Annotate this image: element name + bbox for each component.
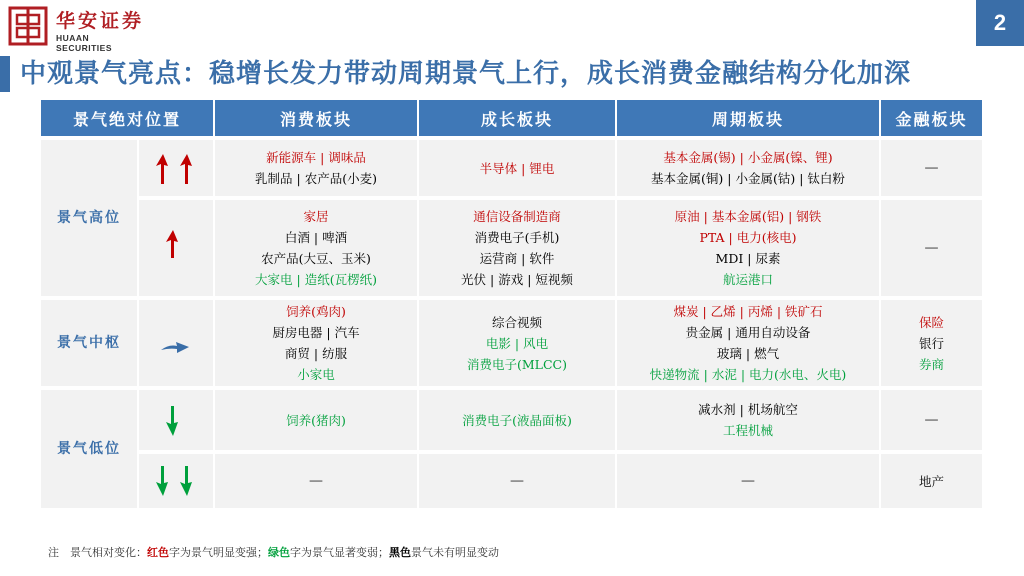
position-mid [41,300,137,386]
footnote-red-desc: 字为景气明显变强； [169,546,268,559]
position-high-label: 景气高位 [57,209,121,226]
cell-r1-growth [419,200,615,296]
separator: | [724,230,737,245]
cell-line [673,301,822,322]
cell-r1-consumer [215,200,417,296]
sector-name: 运营商 [479,251,518,266]
sector-name: 啤酒 [322,230,348,245]
cell-line [686,322,811,343]
sector-name: 农产品(大豆、玉米) [261,251,371,266]
separator: | [743,251,756,266]
footnote-prefix: 注 景气相对变化： [48,546,147,559]
cell-line [663,147,832,168]
separator: | [795,171,808,186]
sector-name: 消费电子(手机) [474,230,560,245]
cell-line [510,470,524,492]
position-high [41,140,137,296]
arrow-cell-right [139,300,213,386]
sector-name: 航运港口 [722,272,773,287]
sector-name: 消费电子(液晶面板) [462,412,572,428]
header-growth: 成长板块 [419,100,615,136]
sector-name: 软件 [529,251,555,266]
cell-r2-cyclical [617,300,879,386]
sector-name: MDI [715,251,744,266]
separator: | [735,402,748,417]
sector-name: 电力(核电) [736,230,797,245]
footnote-green-desc: 字为景气显著变弱； [290,546,389,559]
cell-line [698,399,798,420]
cell-r3-growth [419,390,615,450]
cell-line [261,248,371,269]
cell-r3-financial [881,390,982,450]
double-down-arrow-icon [139,454,213,508]
cell-line [285,227,347,248]
sector-name: 水泥 [711,367,737,382]
sector-name: 通用自动设备 [735,325,811,340]
separator: | [736,367,750,382]
sector-name: 光伏 [461,272,487,287]
cell-line [919,354,944,375]
header-position: 景气绝对位置 [41,100,213,136]
cell-line [925,237,939,259]
down-arrow-icon [139,390,213,450]
sector-name: 玻璃 [716,346,742,361]
separator: | [517,251,530,266]
page-title: 中观景气亮点：稳增长发力带动周期景气上行，成长消费金融结构分化加深 [20,59,912,89]
sector-name: — [309,473,323,489]
cell-line [309,470,323,492]
header-financial: 金融板块 [881,100,982,136]
sector-name: — [924,240,939,256]
sector-name: 商贸 [284,346,310,361]
footnote-green-word: 绿色 [268,546,290,559]
sector-name: 基本金属(铝) [711,209,785,224]
header-cyclical: 周期板块 [617,100,879,136]
sector-name: 锂电 [529,160,555,176]
cell-line [723,420,773,441]
cell-r3-consumer [215,390,417,450]
separator: | [309,230,323,245]
sector-name: PTA [699,230,725,245]
sector-name: — [924,160,939,176]
sector-name: — [741,473,755,489]
separator: | [517,160,530,176]
up-arrow-icon [139,200,213,296]
cell-line [919,471,944,492]
sector-name: 小金属(镍、锂) [747,150,833,165]
cell-line [461,269,573,290]
sector-name: 白酒 [284,230,310,245]
separator: | [292,171,305,186]
sector-name: 尿素 [755,251,781,266]
sector-name: — [510,473,524,489]
cell-line [925,157,939,179]
sector-name: 短视频 [535,272,573,287]
sector-name: 机场航空 [747,402,798,417]
cell-line [675,206,822,227]
huaan-logo [6,4,146,53]
cell-line [651,168,845,189]
sector-name: 钢铁 [796,209,822,224]
arrow-cell-down-down [139,454,213,508]
separator: | [735,150,748,165]
arrow-cell-down [139,390,213,450]
separator: | [699,209,712,224]
separator: | [741,346,755,361]
cell-r0-consumer [215,140,417,196]
sector-name: 新能源车 [266,150,317,165]
sector-name: 电影 [485,335,511,351]
cell-line [919,312,944,333]
sector-name: 饲养(鸡肉) [286,304,346,319]
cell-line [492,312,542,333]
sector-name: 小家电 [297,367,335,382]
sector-name: 通信设备制造商 [473,209,561,224]
sector-name: 乳制品 [255,171,293,186]
separator: | [772,304,786,319]
cell-r2-consumer [215,300,417,386]
cell-r0-financial [881,140,982,196]
cell-r1-financial [881,200,982,296]
page-number: 2 [976,0,1024,46]
sector-name: 大家电 [255,272,293,287]
cell-line [699,227,796,248]
huaan-logo-mark-icon [8,6,48,46]
cell-r3-cyclical [617,390,879,450]
brand-name-cn: 华安证券 [56,10,145,32]
cell-line [286,410,346,431]
sector-name: — [924,412,939,428]
separator: | [723,171,736,186]
cell-r2-growth [419,300,615,386]
cell-r4-consumer [215,454,417,508]
sector-name: 消费电子(MLCC) [467,356,567,372]
sector-name: 贵金属 [685,325,724,340]
sector-name: 基本金属(锡) [663,150,736,165]
cell-line [486,333,548,354]
cell-r0-cyclical [617,140,879,196]
separator: | [316,150,329,165]
sector-name: 半导体 [479,160,518,176]
sector-name: 燃气 [754,346,780,361]
sector-name: 原油 [674,209,700,224]
position-mid-label: 景气中枢 [57,334,121,351]
double-up-arrow-icon [139,140,213,196]
footnote-red-word: 红色 [147,546,169,559]
cell-r4-cyclical [617,454,879,508]
cell-line [473,206,561,227]
sector-name: 造纸(瓦楞纸) [304,272,377,287]
header-consumer: 消费板块 [215,100,417,136]
sector-name: 快递物流 [649,367,700,382]
position-low [41,390,137,508]
footnote [48,544,499,560]
cell-line [716,248,781,269]
sector-name: 风电 [523,335,549,351]
cell-r1-cyclical [617,200,879,296]
brand-name-en: HUAAN SECURITIES [56,33,113,53]
title-accent-bar [0,56,10,92]
cell-line [303,206,328,227]
cell-line [650,364,847,385]
sector-name: 铁矿石 [785,304,823,319]
sector-name: 工程机械 [722,423,773,438]
separator: | [784,209,797,224]
footnote-black-word: 黑色 [389,546,411,559]
cell-line [285,343,347,364]
cell-line [480,158,555,179]
sector-name: 纺服 [322,346,348,361]
sector-name: 农产品(小麦) [304,171,377,186]
sector-name: 券商 [918,356,944,372]
cell-line [255,269,377,290]
sector-name: 游戏 [498,272,524,287]
cell-r0-growth [419,140,615,196]
sector-name: 饲养(猪肉) [286,412,346,428]
separator: | [735,304,748,319]
cell-line [467,354,567,375]
cell-line [255,168,377,189]
sector-name: 电力(水电、火电) [749,367,847,382]
cell-line [266,147,366,168]
sector-name: 小金属(钴) [735,171,796,186]
position-low-label: 景气低位 [57,440,121,457]
cell-r2-financial [881,300,982,386]
separator: | [698,304,711,319]
separator: | [309,346,323,361]
sector-name: 厨房电器 [272,325,323,340]
separator: | [292,272,305,287]
footnote-black-desc: 景气未有明显变动 [411,546,499,559]
cell-r4-growth [419,454,615,508]
cell-r4-financial [881,454,982,508]
cell-line [286,301,346,322]
cell-line [919,333,944,354]
arrow-cell-up [139,200,213,296]
arrow-cell-up-up [139,140,213,196]
sector-name: 煤炭 [673,304,699,319]
sector-name: 银行 [918,335,944,351]
separator: | [322,325,335,340]
sector-name: 汽车 [334,325,360,340]
separator: | [486,272,499,287]
cell-line [741,470,755,492]
sector-name: 基本金属(铜) [651,171,724,186]
cell-line [723,269,773,290]
sector-name: 保险 [918,314,944,330]
cell-line [462,410,572,431]
cell-line [272,322,359,343]
cell-line [925,409,939,431]
cell-line [475,227,560,248]
cell-line [717,343,779,364]
sector-name: 减水剂 [698,402,736,417]
separator: | [510,335,524,351]
sector-name: 综合视频 [491,314,542,330]
separator: | [723,325,736,340]
sector-name: 调味品 [328,150,366,165]
sector-name: 家居 [303,209,329,224]
cell-line [297,364,335,385]
sector-name: 乙烯 [710,304,736,319]
sector-name: 地产 [918,473,944,489]
sector-name: 丙烯 [747,304,773,319]
right-arrow-icon [139,300,213,386]
separator: | [699,367,712,382]
separator: | [523,272,536,287]
cell-line [480,248,555,269]
sector-name: 钛白粉 [807,171,845,186]
